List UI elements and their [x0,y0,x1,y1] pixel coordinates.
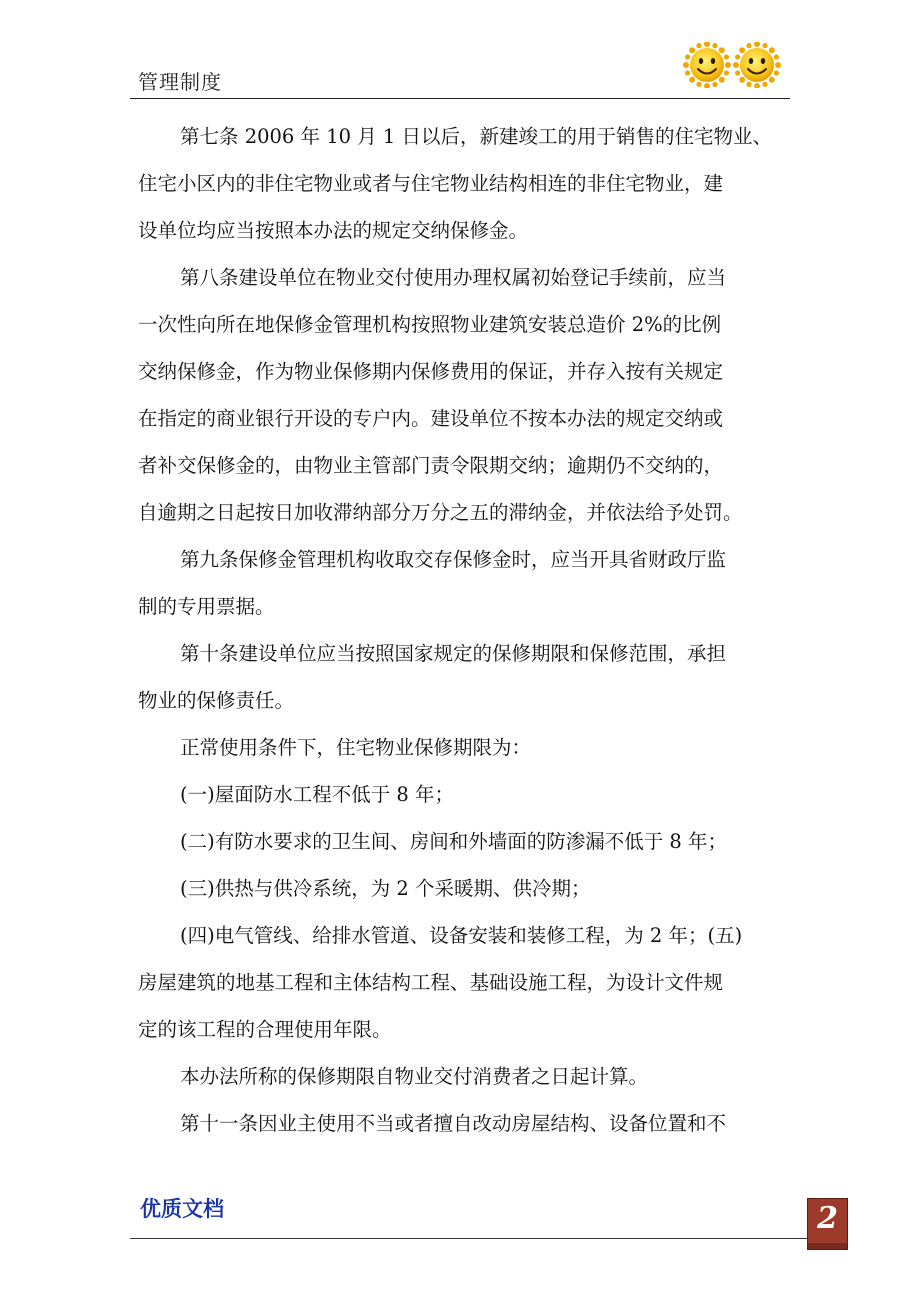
smiley-decoration [682,42,782,88]
text-line: 房屋建筑的地基工程和主体结构工程、基础设施工程，为设计文件规 [138,971,724,994]
text-line: 制的专用票据。 [138,595,275,618]
text-line: 定的该工程的合理使用年限。 [138,1018,392,1041]
text-line: 本办法所称的保修期限自物业交付消费者之日起计算。 [180,1065,649,1088]
smiley-icon-right [733,42,781,88]
smiley-icon-pair [682,42,782,88]
text-line: 正常使用条件下，住宅物业保修期限为： [180,736,532,759]
paragraph-article-11 [138,1100,798,1147]
list-item-3 [138,865,798,912]
paragraph-warranty-start [138,1053,798,1100]
page-number-strip [808,1243,847,1249]
footer-label: 优质文档 [140,1197,224,1221]
text-line: 在指定的商业银行开设的专户内。建设单位不按本办法的规定交纳或 [138,407,724,430]
page-number: 2 [817,1201,838,1236]
text-line: 第十条建设单位应当按照国家规定的保修期限和保修范围，承担 [180,642,727,665]
paragraph-article-9 [138,536,798,630]
text-line: 物业的保修责任。 [138,689,295,712]
footer-divider [130,1238,846,1239]
text-line: (四)电气管线、给排水管道、设备安装和装修工程，为 2 年；(五) [180,924,743,947]
document-body [138,113,798,1147]
text-line: 第七条 2006 年 10 月 1 日以后，新建竣工的用于销售的住宅物业、 [180,125,773,148]
list-item-1 [138,771,798,818]
header-title: 管理制度 [138,70,222,94]
text-line: 一次性向所在地保修金管理机构按照物业建筑安装总造价 2%的比例 [138,313,722,336]
page-number-badge [807,1198,848,1250]
text-line: 第十一条因业主使用不当或者擅自改动房屋结构、设备位置和不 [180,1112,727,1135]
text-line: 设单位均应当按照本办法的规定交纳保修金。 [138,219,529,242]
paragraph-warranty-intro [138,724,798,771]
paragraph-article-7 [138,113,798,254]
list-item-2 [138,818,798,865]
list-item-4-5 [138,912,798,1053]
smiley-icon-left [683,42,731,88]
text-line: 自逾期之日起按日加收滞纳部分万分之五的滞纳金，并依法给予处罚。 [138,501,743,524]
text-line: 第八条建设单位在物业交付使用办理权属初始登记手续前，应当 [180,266,727,289]
text-line: (二)有防水要求的卫生间、房间和外墙面的防渗漏不低于 8 年； [180,830,728,853]
text-line: 住宅小区内的非住宅物业或者与住宅物业结构相连的非住宅物业，建 [138,172,724,195]
text-line: 者补交保修金的，由物业主管部门责令限期交纳；逾期仍不交纳的， [138,454,724,477]
text-line: 交纳保修金，作为物业保修期内保修费用的保证，并存入按有关规定 [138,360,724,383]
page-header [130,40,790,99]
paragraph-article-8 [138,254,798,536]
text-line: (一)屋面防水工程不低于 8 年； [180,783,455,806]
paragraph-article-10 [138,630,798,724]
text-line: 第九条保修金管理机构收取交存保修金时，应当开具省财政厅监 [180,548,727,571]
text-line: (三)供热与供冷系统，为 2 个采暖期、供冷期； [180,877,591,900]
